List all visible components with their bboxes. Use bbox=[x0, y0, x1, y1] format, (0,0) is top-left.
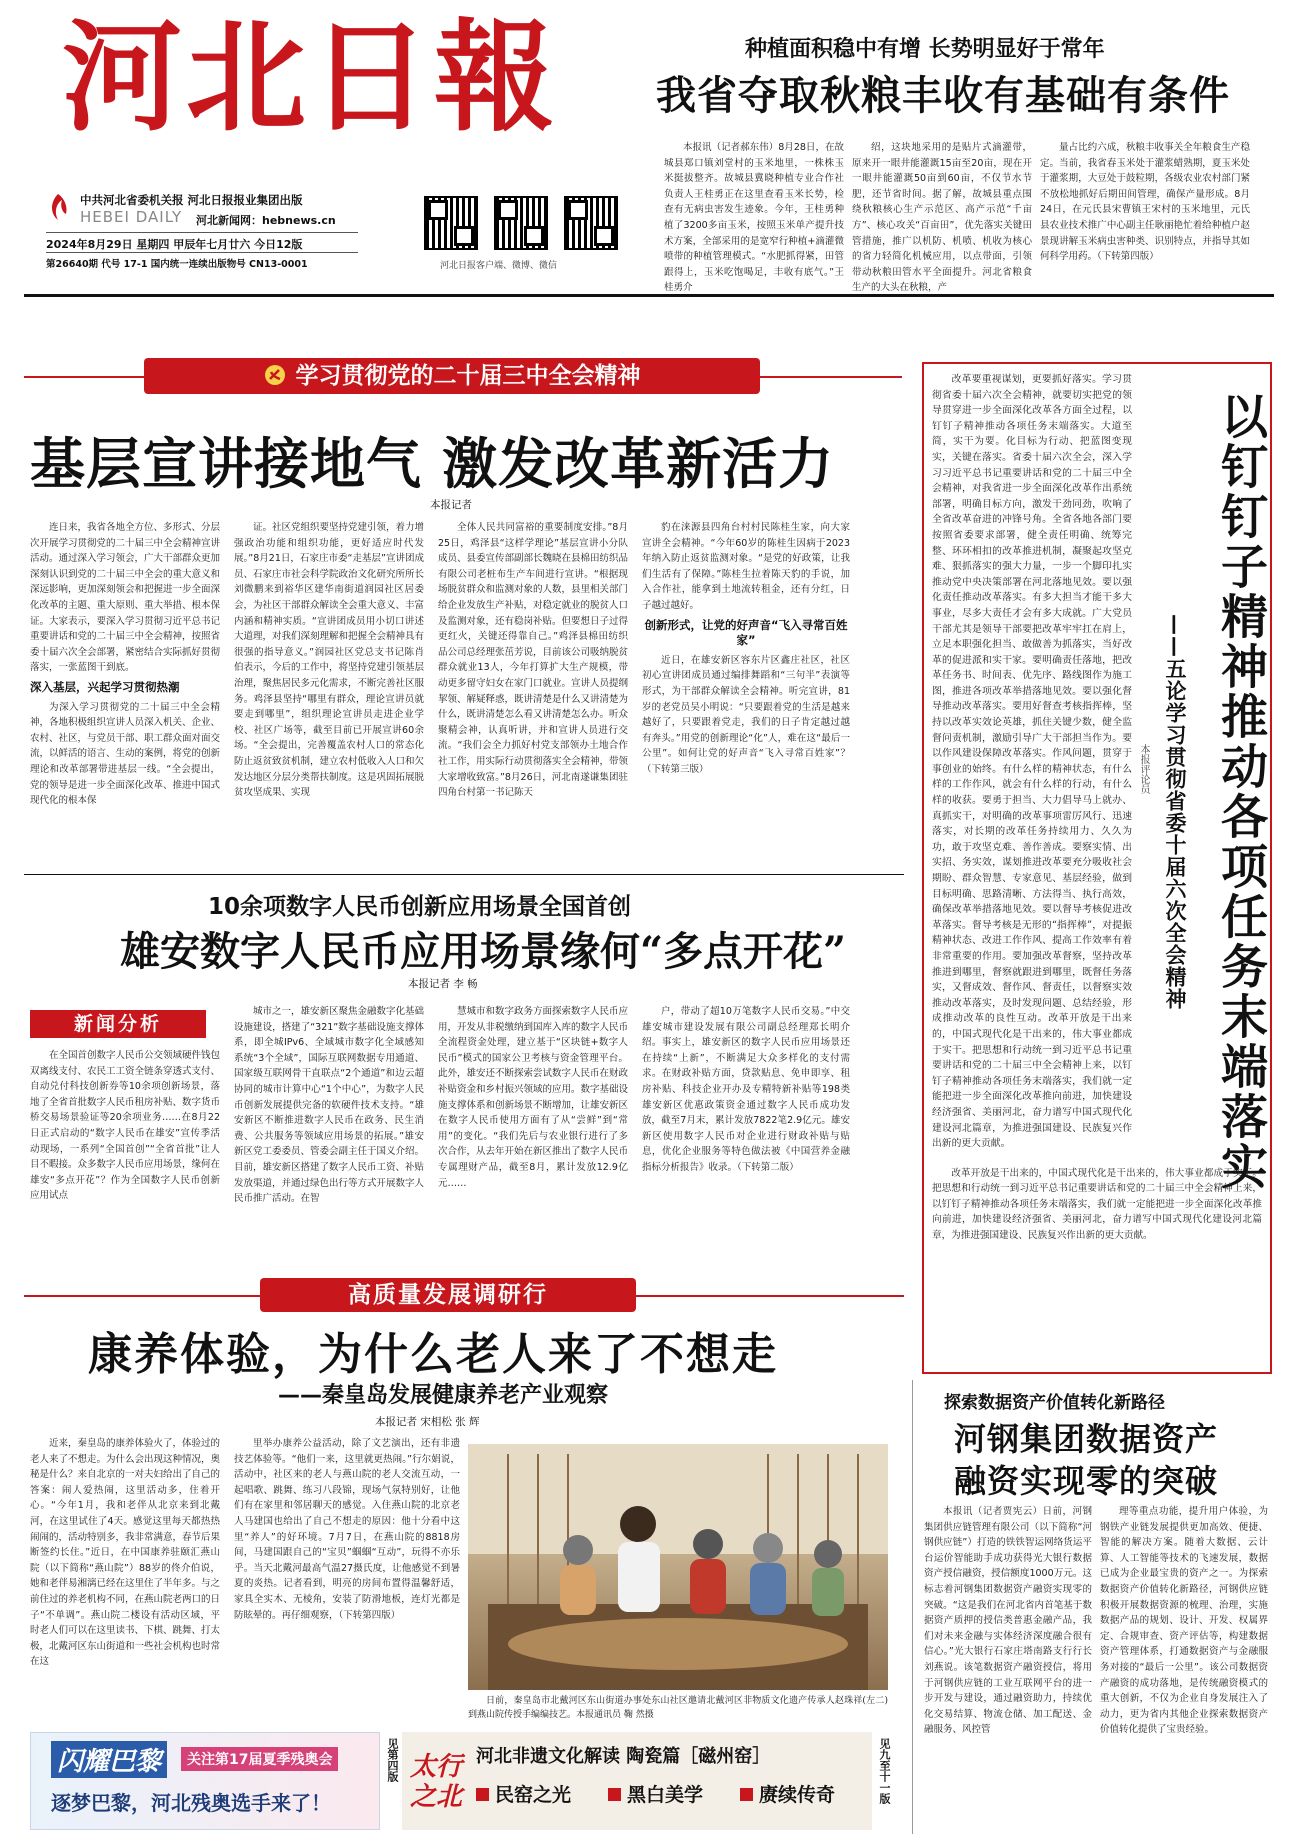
high-quality-banner: 高质量发展调研行 bbox=[260, 1278, 636, 1312]
culture-item-2: 黑白美学 bbox=[608, 1780, 703, 1807]
party-emblem-icon bbox=[264, 361, 286, 383]
hegang-col-2: 理等重点功能，提升用户体验，为钢铁产业链发展提供更加高效、便捷、智能的解决方案。随着大数据、云计算、人工智能等技术的飞速发展，数据已成为企业最宝贵的资产之一。为探索数据资产价值转化新路径，河钢供应链积极开展数据资源的梳理、治理，实施数据产品的规划、设计、开发、权属界定、合规审查、资产评估等，构建数据资产管理体系，打通数据资产与金融服务对接的“最后一公里”。该公司数据资产融资的成功落地，是传统融资模式的重大创新，不仅为企业自身发展注入了动力，更为省内其他企业探索数据资产价值转化提供了宝贵经验。 bbox=[1100, 1506, 1268, 1736]
lead-headline: 基层宣讲接地气 激发改革新活力 bbox=[30, 431, 835, 496]
top-story-col-2: 绍，这块地采用的是贴片式滴灌带，原来开一眼井能灌溉15亩至20亩，现在开一眼井能灌溉50亩到60亩，不仅节水节肥，还节省时间。据了解，故城县重点围绕秋粮核心生产示范区、高产示范“千亩方”、核心攻关“百亩田”，优先落实关键田管措施，推广以机防、机喷、机收为核心的省力轻简化机械应用，以点带面，引领带动秋粮田管水平全面提升。河北省粮食生产的大头在秋粮，产 bbox=[852, 142, 1032, 294]
lead-byline: 本报记者 bbox=[430, 499, 472, 511]
lead-col-1: 连日来，我省各地全方位、多形式、分层次开展学习贯彻党的二十届三中全会精神宣讲活动。通过深入学习领会，广大干部群众更加深刻认识到党的二十届三中全会的重大意义和深远影响，更加深刻领会和把握进一步全面深化改革的主题、重大原则、重大举措、根本保证。大家表示，要深入学习贯彻习近平总书记重要讲话和党的二十届三中全会精神，按照省委十届六次全会部署，紧密结合实际抓好贯彻落实，一张蓝图干到底。 深入基层，兴起学习贯彻热潮 为深入学习贯彻党的二十届三中全会精神，各地积极组织宣讲人员深入机关、企业、农村、社区，与党员干部、职工群众面对面交流，以鲜活的语言、生动的案例，将党的创新理论和改革部署带进基层一线。“全会提出，党的领导是进一步全面深化改革、推进中国式现代化的根本保 bbox=[30, 522, 221, 807]
kangyang-byline: 本报记者 宋相松 张 辉 bbox=[375, 1416, 480, 1428]
kangyang-headline: 康养体验，为什么老人来了不想走 bbox=[88, 1329, 778, 1380]
kangyang-col-1: 近来，秦皇岛的康养体验火了，体验过的老人来了不想走。为什么会出现这种情况，奥秘是什么？来自北京的一对夫妇给出了自己的答案：闹人爱热闹，这里活动多，住着开心。“今年1月，我和老伴从北京来到北戴河，在这里试住了4天。感觉这里每天都热热闹闹的，活动特别多，我非常满意，春节后果断签约长住。”近日，在中国康养驻颐汇燕山院（以下简称“燕山院”）88岁的佟介伯说，她和老伴易湘漓已经在这里住了半年多。与之前住过的养老机构不同，在燕山院老两口的日子“不单调”。燕山院二楼设有活动区域，平时老人们可以在这里读书、下棋、跳舞、打太极，北戴河区东山街道和一些社会机构也时常在这 bbox=[30, 1438, 221, 1668]
qr-code-weibo[interactable] bbox=[494, 196, 548, 250]
culture-logo: 太行之北 bbox=[410, 1752, 463, 1812]
lead-subhead-2: 创新形式，让党的好声音“飞入寻常百姓家” bbox=[644, 617, 848, 648]
culture-ad[interactable] bbox=[402, 1732, 872, 1830]
xiongan-kicker: 10余项数字人民币创新应用场景全国首创 bbox=[208, 894, 632, 920]
qr-code-app[interactable] bbox=[424, 196, 478, 250]
kangyang-col-2: 里举办康养公益活动，除了文艺演出，还有非遗技艺体验等。“他们一来，这里就更热闹。”行尔娟说，活动中，社区来的老人与燕山院的老人交流互动，一起唱歌、跳舞、练习八段锦，现场气氛特别好，让他们有在家里和邻居聊天的感觉。入住燕山院的北京老人马建国也给出了自己不想走的原因：他十分看中这里“养人”的好环境。7月7日，在燕山院的8818房间，马建国跟自己的“宝贝”蝈蝈“互动”，玩得不亦乐乎。当天北戴河最高气温27摄氏度，让他感觉不到暑夏的炎热。记者看到，明亮的房间布置得温馨舒适，家具全实木、无棱角，安装了防滑地板，连灯光都是防眩晕的。再仔细观察，（下转第四版） bbox=[234, 1438, 460, 1621]
see-page-9[interactable]: 见九至十一版 bbox=[878, 1738, 891, 1804]
masthead-website[interactable]: 河北新闻网：hebnews.cn bbox=[196, 214, 336, 227]
kangyang-photo bbox=[468, 1444, 888, 1690]
hegang-kicker: 探索数据资产价值转化新路径 bbox=[944, 1393, 1165, 1413]
masthead-english: HEBEI DAILY bbox=[80, 208, 183, 226]
news-analysis-tag: 新闻分析 bbox=[30, 1010, 206, 1038]
masthead-sponsor: 中共河北省委机关报 河北日报报业集团出版 bbox=[80, 193, 303, 207]
lead-col-3: 全体人民共同富裕的重要制度安排。”8月25日，鸡泽县“这样学理论”基层宣讲小分队成员、县委宣传部副部长魏晓在县棉田纺织品有限公司老桩布生产车间进行宣讲。“根据现场脱贫群众和监测对象的人数，县里相关部门给企业发放生产补贴，对稳定就业的脱贫人口及监测对象，还有稳岗补贴。但要想日子过得更红火，关键还得靠自己。”鸡泽县棉田纺织品公司总经理张茁芳说，目前该公司吸纳脱贫群众就业13人，今年打算扩大生产规模，带动更多留守妇女在家门口就业。宣讲人员提纲挈领、解疑释惑，既讲清楚是什么又讲清楚为什么，既讲清楚怎么看又讲清楚怎么办。听众聚精会神，认真听讲，并和宣讲人员进行交流。“我们会全力抓好村党支部领办土地合作社工作，用实际行动贯彻落实全会精神，带领大家增收致富。”8月26日，河北南遂谦集团驻四角台村第一书记陈天 bbox=[438, 522, 629, 799]
paralympic-line: 关注第17届夏季残奥会 bbox=[181, 1747, 338, 1771]
masthead-emblem-icon bbox=[46, 192, 70, 222]
top-story-col-1: 本报讯（记者郝东伟）8月28日，在故城县郑口镇刘堂村的玉米地里，一株株玉米挺拔整齐。故城县冀晓种植专业合作社负责人王桂勇正在这里查看玉米长势，检查有无病虫害发生迹象。今年，王桂勇种植了3200多亩玉米，按照玉米单产提升技术方案，全部采用的是宽窄行种植+滴灌微喷带的种植管理模式。“水肥抓得紧，田管跟得上，玉米吃饱喝足，丰收有底气。”王桂勇介 bbox=[664, 142, 844, 294]
commentary-body-bottom: 改革开放是干出来的，中国式现代化是干出来的，伟大事业都成于实干。把思想和行动统一到习近平总书记重要讲话和党的二十届三中全会精神上来，以钉钉子精神推动各项任务末端落实，我们就一定能把进一步全面深化改革推向前进，加快建设经济强省、美丽河北，奋力谱写中国式现代化建设河北篇章，为推进强国建设、民族复兴作出新的更大贡献。 bbox=[932, 1168, 1262, 1241]
paralympic-ad[interactable] bbox=[30, 1732, 380, 1830]
culture-title: 河北非遗文化解读 陶瓷篇［磁州窑］ bbox=[476, 1746, 771, 1767]
kangyang-photo-caption: 日前，秦皇岛市北戴河区东山街道办事处东山社区邀请北戴河区非物质文化遗产传承人赵珠祥(左二)到燕山院传授手编编技艺。本报通讯员 鞠 然摄 bbox=[468, 1696, 888, 1720]
commentary-byline: 本报评论员 bbox=[1138, 744, 1149, 794]
masthead-date: 2024年8月29日 星期四 甲辰年七月廿六 今日12版 bbox=[46, 238, 303, 251]
kangyang-subtitle: ——秦皇岛发展健康养老产业观察 bbox=[278, 1383, 609, 1408]
hegang-col-1: 本报讯（记者贾宪云）日前，河钢集团供应链管理有限公司（以下简称“河钢供应链”）打造的铁铁智运网络货运平台运价智能助手成功获得光大银行数据资产授信融资，授信额度1000万元。这标志着河钢集团数据资产融资实现零的突破。“这是我们在河北省内首笔基于数据资产质押的授信类普惠金融产品，我们对未来金融与实体经济深度融合很有信心。”光大银行石家庄塔南路支行行长刘燕说。该笔数据资产融资授信，将用于河钢供应链的工业互联网平台的进一步开发与建设，通过融资助力，持续优化交易结算、物流仓储、加工配送、金融服务、风控管 bbox=[924, 1506, 1092, 1736]
study-banner: 学习贯彻党的二十届三中全会精神 bbox=[144, 358, 760, 394]
xiongan-col-3: 慧城市和数字政务方面探索数字人民币应用，开发从非税缴纳到国库入库的数字人民币全流程资金处理，建立基于“区块链+数字人民币”模式的国家公卫考核与资金管理平台。此外，雄安还不断探索尝试数字人民币在财政补贴资金和乡村振兴领域的应用。数字基础设施支撑体系和创新场景不断增加，让雄安新区在数字人民币使用方面有了从“尝鲜”到“常用”的变化。“我们先后与农业银行进行了多次合作，从去年开始在新区推出了数字人民币专属理财产品，截至8月，累计发放12.9亿元…… bbox=[438, 1006, 629, 1189]
paralympic-slogan: 逐梦巴黎，河北残奥选手来了！ bbox=[51, 1791, 331, 1815]
lead-col-4: 豹在涞源县四角台村村民陈桂生家，向大家宣讲全会精神。“今年60岁的陈桂生因病于2023年纳入防止返贫监测对象。“是党的好政策，让我们生活有了保障。”陈桂生拉着陈天豹的手说，加入合作社，能拿到土地流转租金，还有分红，日子越过越好。 创新形式，让党的好声音“飞入寻常百姓家” 近日，在雄安新区容东片区鑫庄社区，社区初心宣讲团成员通过编排舞蹈和“三句半”表演等形式，为干部群众解读全会精神。听完宣讲，81岁的老党员吴小明说：“只要跟着党的生活是越来越好了，只要跟着党走，我们的日子肯定越过越有奔头。”用党的创新理论“化”人，难在这“最后一公里”。如何让党的好声音“飞入寻常百姓家”？（下转第三版） bbox=[642, 522, 850, 775]
qr-caption: 河北日报客户端、微博、微信 bbox=[440, 261, 558, 271]
lead-subhead-1: 深入基层，兴起学习贯彻热潮 bbox=[30, 679, 180, 694]
xiongan-headline: 雄安数字人民币应用场景缘何“多点开花” bbox=[120, 928, 847, 975]
hegang-headline-2: 融资实现零的突破 bbox=[954, 1462, 1219, 1500]
xiongan-col-1: 在全国首创数字人民币公交领域硬件钱包双离线支付、农民工工资全链条穿透式支付、自动兑付科技创新券等10余项创新场景，落地了全省首批数字人民币租房补贴、数字货币桥交易场景验证等20余项业务……在8月22日正式启动的“数字人民币在雄安”宣传季活动现场，一系列“全国首创”“全省首批”让人目不暇接。众多数字人民币应用场景，缘何在雄安“多点开花”？作为全国数字人民币创新应用试点 bbox=[30, 1050, 221, 1202]
qr-code-wechat[interactable] bbox=[564, 196, 618, 250]
top-story-kicker: 种植面积稳中有增 长势明显好于常年 bbox=[745, 37, 1105, 62]
xiongan-col-2: 城市之一，雄安新区聚焦金融数字化基础设施建设，搭建了“321”数字基础设施支撑体系，即全城IPv6、全域城市数字化全域感知系统“3个全域”，国际互联网数据专用通道、国家级互联网骨干直联点“2个通道”和边云超协同的城市计算中心“1个中心”，为数字人民币创新发展提供完备的软硬件技术支持。“雄安新区不断推进数字人民币在政务、民生消费、公共服务等领域应用场景的拓展。”雄安新区党工委委员、管委会副主任于国义介绍。目前，雄安新区搭建了数字人民币工资、补贴发放渠道，并通过绿色出行等方式开展数字人民币推广活动。在智 bbox=[234, 1006, 425, 1205]
masthead-logo: 河北日報 bbox=[62, 7, 558, 148]
commentary-headline: 以钉钉子精神推动各项任务末端落实 bbox=[1213, 392, 1268, 1192]
commentary-body: 改革要重视谋划，更要抓好落实。学习贯彻省委十届六次全会精神，就要切实把党的领导贯穿进一步全面深化改革各方面全过程，以钉钉子精神推动各项任务末端落实。大道至简，实干为要。化目标为行动、把蓝图变现实，关键在落实。省委十届六次全会，深入学习习近平总书记重要讲话和党的二十届三中全会精神，对我省进一步全面深化改革作出系统部署，明确目标方向，激发干劲同劲，吹响了全省改革奋进的冲锋号角。全省各地各部门要按照省委要求部署，健全责任明确、统筹完整、环环相扣的改革推进机制，凝聚起攻坚克难、狠抓落实的强大力量，一步一个脚印扎实推动党中央决策部署在河北落地见效。要以强化责任推动改革落实。有多大担当才能干多大事业，尽多大责任才会有多大成就。广大党员干部尤其是领导干部要把改革牢牢扛在肩上，立足本职强化担当、敢做善为抓落实，当好改革的促进派和实干家。要明确责任落地，把改革任务书、时间表、优先序、路线图作为施工图，推进各项改革举措落地见效。要以强化督导推动改革落实。要用好督查考核指挥棒，坚持以改革实效论英雄，抓住关键少数，健全监督问责机制，激励引导广大干部担当作为。要以作风建设保障改革落实。作风问题，贯穿于事创业的始终。有什么样的精神状态，有什么样的工作作风，就会有什么样的行动，有什么样的收获。要勇于担当、大力倡导马上就办、真抓实干，对明确的改革事项雷厉风行、迅速落实，对长期的改革任务持续用力、久久为功，敢于攻坚克难、善作善成。要察实情、出实招、务实效，谋划推进改革要充分吸收社会期盼、群众智慧、专家意见、基层经验，做到目标明确、思路清晰、方法得当、执行高效，确保改革举措落地见效。要以督导考核促进改革落实。督导考核是无形的“指挥棒”，对提振精神状态、改进工作作风、提高工作效率有着非常重要的作用。要加强改革督察，坚持改革推进到哪里，督察就跟进到哪里，既督任务落实，又督成效、督作风、督责任，以督察实效推动改革落实，及时发现问题、总结经验，形成推动改革的良性互动。改革开放是干出来的，中国式现代化是干出来的，伟大事业都成于实干。把思想和行动统一到习近平总书记重要讲话和党的二十届三中全会精神上来，以钉钉子精神推动各项任务末端落实，我们就一定能把进一步全面深化改革推向前进，加快建设经济强省、美丽河北，奋力谱写中国式现代化建设河北篇章，为推进强国建设、民族复兴作出新的更大贡献。 bbox=[932, 374, 1132, 1150]
culture-item-1: 民窑之光 bbox=[476, 1780, 571, 1807]
culture-item-3: 赓续传奇 bbox=[740, 1780, 835, 1807]
top-story-headline: 我省夺取秋粮丰收有基础有条件 bbox=[656, 72, 1230, 119]
masthead-issue: 第26640期 代号 17-1 国内统一连续出版物号 CN13-0001 bbox=[46, 259, 308, 270]
commentary-subtitle: ——五论学习贯彻省委十届六次全会精神 bbox=[1163, 614, 1187, 1010]
see-page-4[interactable]: 见第四版 bbox=[386, 1738, 399, 1782]
hegang-headline-1: 河钢集团数据资产 bbox=[954, 1420, 1219, 1458]
lead-col-2: 证。社区党组织要坚持党建引领，着力增强政治功能和组织功能，更好适应时代发展。”8月21日，石家庄市委“走基层”宣讲团成员、石家庄市社会科学院政治文化研究所所长刘微鹏来到裕华区建华南街道润园社区居委会，为社区干部群众解读全会重大意义、丰富内涵和精神实质。“宣讲团成员用小切口讲述大道理，对我们深刻理解和把握全会精神具有很强的指导意义。”润园社区党总支书记陈肖伯表示，今后的工作中，将坚持党建引领基层治理，聚焦居民多元化需求，不断完善社区服务。鸡泽县坚持“哪里有群众，理论宣讲员就要走到哪里”，组织理论宣讲员走进企业学校、社区广场等，截至目前已开展宣讲60余场。“全会提出，完善覆盖农村人口的常态化防止返贫致贫机制，建立农村低收入人口和欠发达地区分层分类帮扶制度。这是巩固拓展脱贫攻坚成果、实现 bbox=[234, 522, 425, 799]
xiongan-byline: 本报记者 李 畅 bbox=[408, 978, 478, 990]
top-story-col-3: 量占比约六成，秋粮丰收事关全年粮食生产稳定。当前，我省春玉米处于灌浆蜡熟期，夏玉米处于灌浆期，大豆处于鼓粒期，各级农业农村部门紧不放松地抓好后期田间管理，确保产量形成。8月24日，在元氏县宋曹镇王宋村的玉米地里，元氏县农业技术推广中心副主任耿丽艳忙着给种植户赵景现讲解玉米病虫害种类、识别特点，并指导其如何科学用药。（下转第四版） bbox=[1040, 142, 1250, 263]
xiongan-col-4: 户，带动了超10万笔数字人民币交易。”中交雄安城市建设发展有限公司副总经理郑长明介绍。事实上，雄安新区的数字人民币应用场景还在持续“上新”，不断满足大众多样化的支付需求。在财政补贴方面，贷款贴息、免申即享、租房补贴、科技企业开办及专精特新补贴等198类雄安新区优惠政策资金通过数字人民币成功发放，截至7月末，累计发放7822笔2.9亿元。雄安新区使用数字人民币对企业进行财政补贴与贴息，优化企业服务等特色做法被《中国营养金融指标分析报告》收录。（下转第二版） bbox=[642, 1006, 850, 1173]
paralympic-brand: 闪耀巴黎 bbox=[51, 1741, 167, 1778]
